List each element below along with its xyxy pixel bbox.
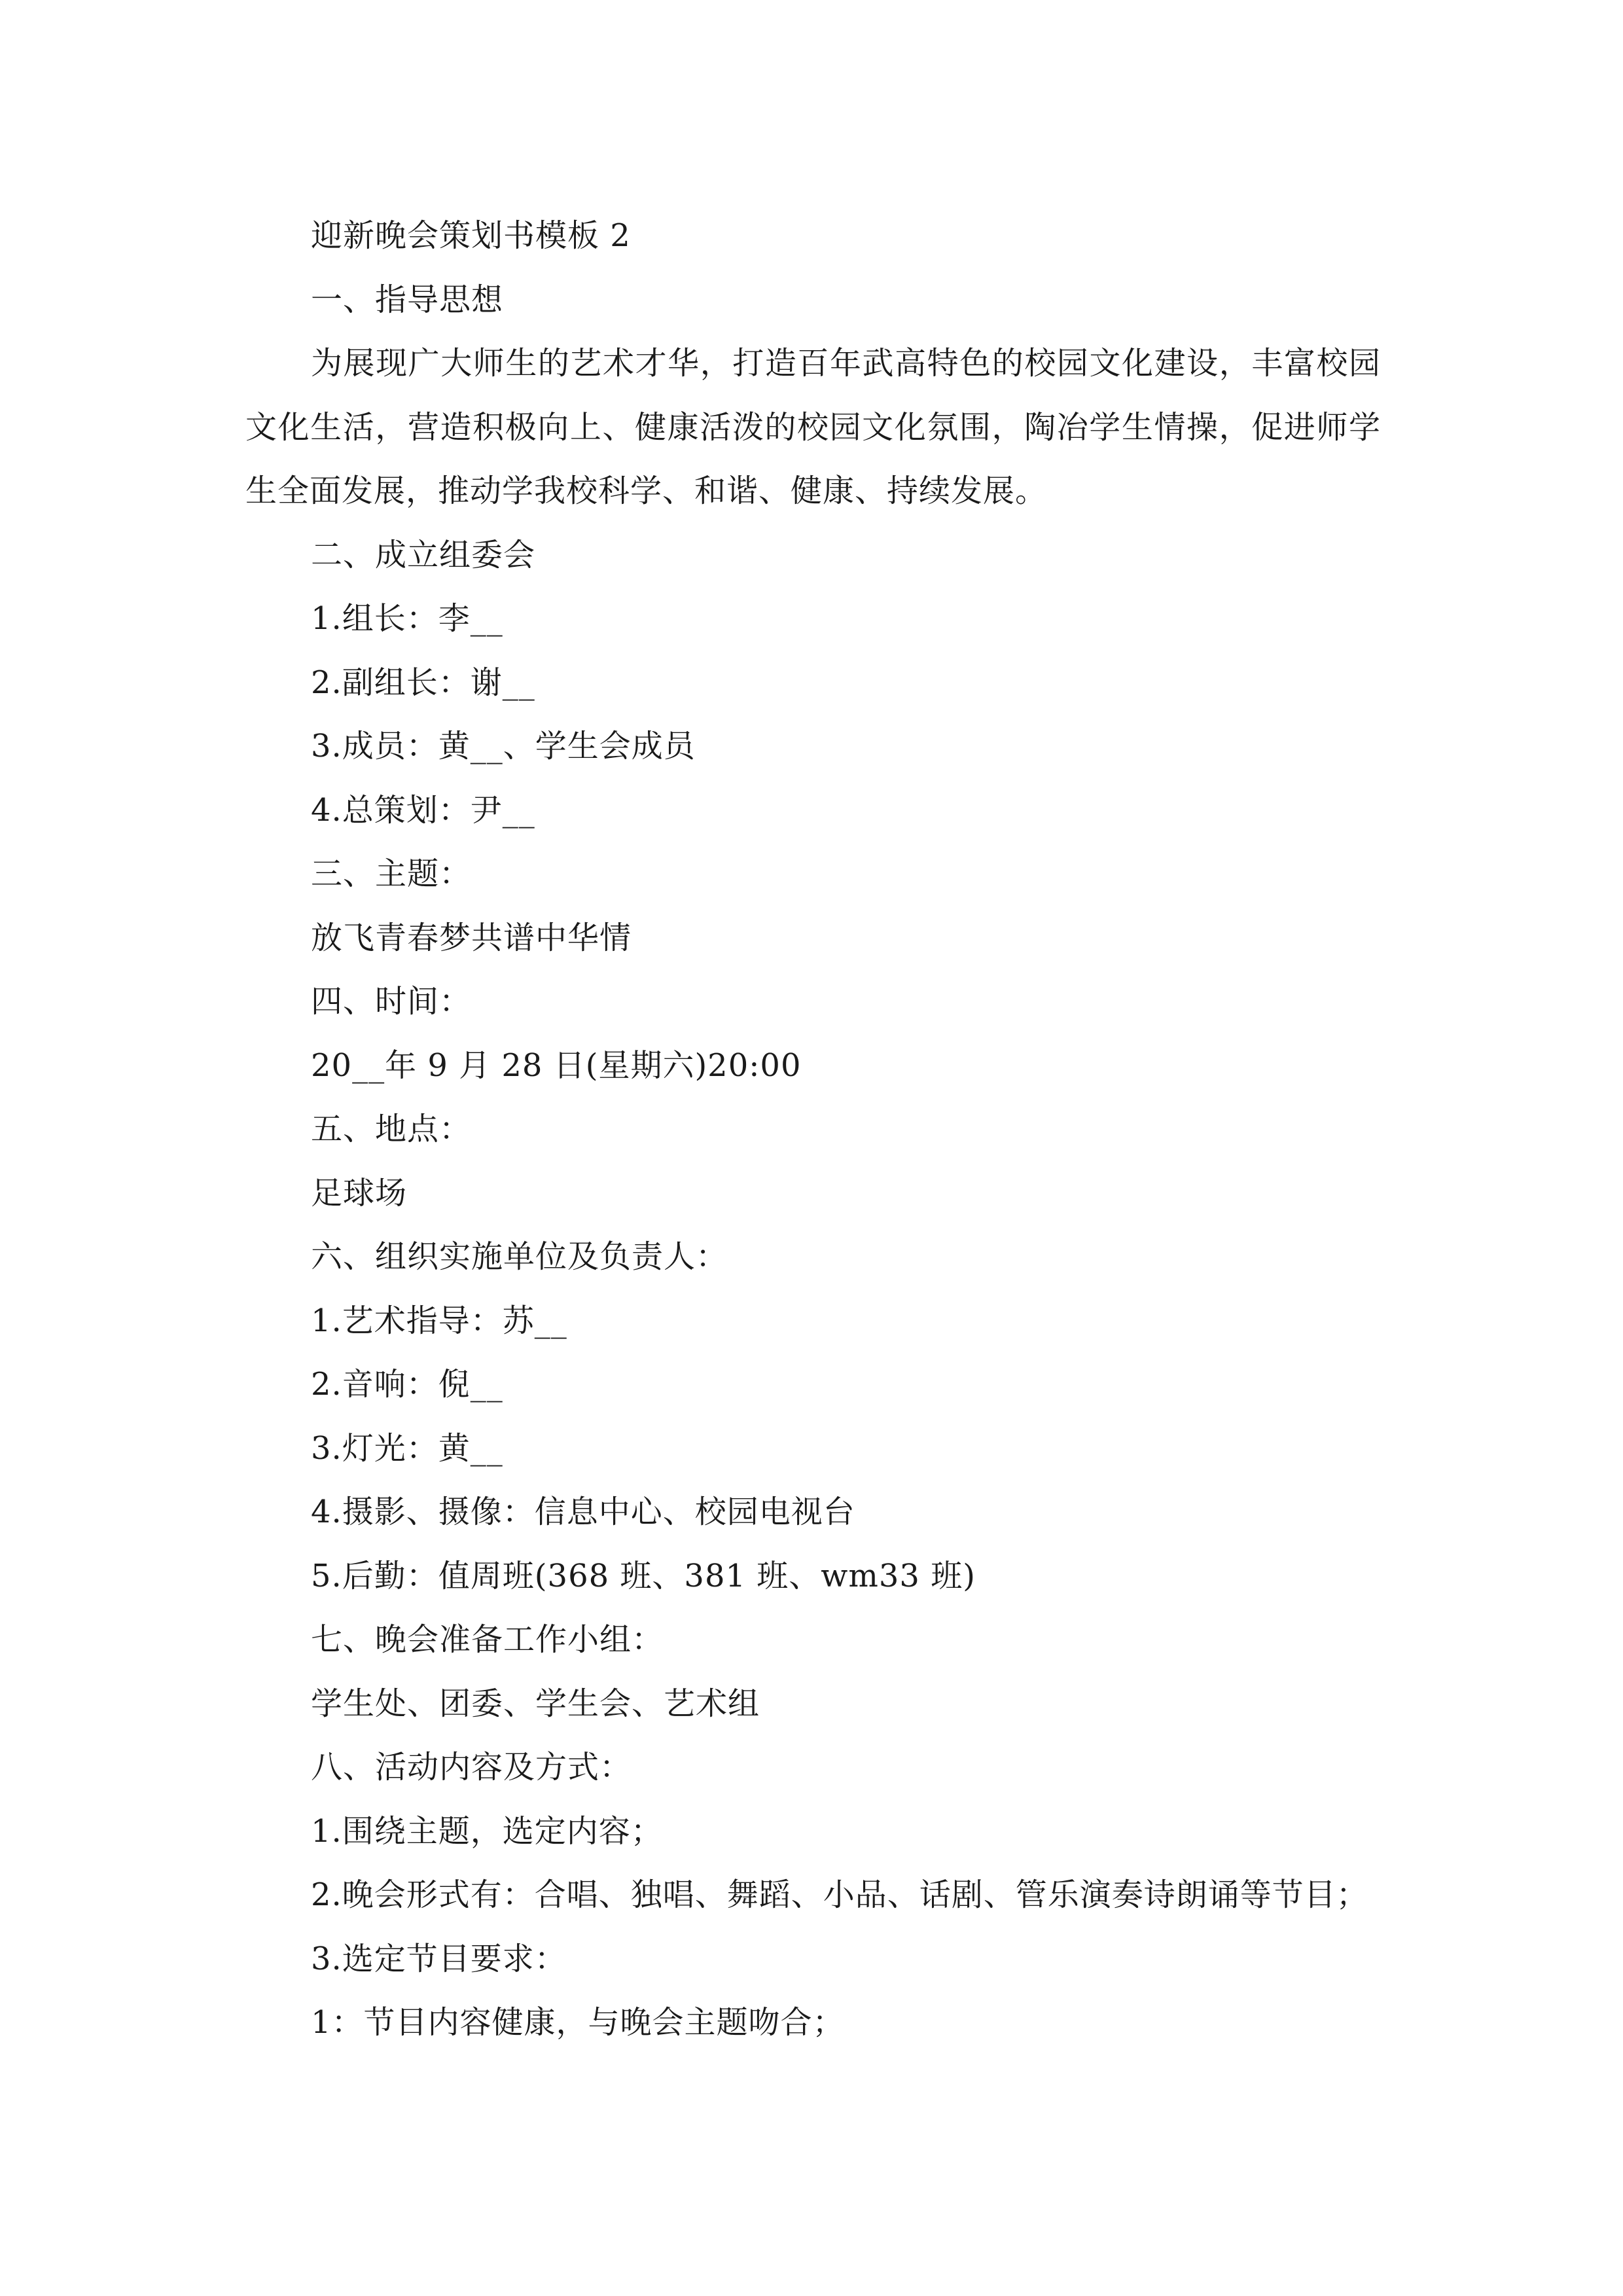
committee-item: 2.副组长：谢__ [311,664,535,701]
committee-item: 4.总策划：尹__ [311,791,535,829]
theme-value: 放飞青春梦共谱中华情 [311,919,632,956]
section-heading-organizers: 六、组织实施单位及负责人： [311,1238,728,1275]
location-value: 足球场 [311,1174,408,1211]
guiding-ideology-paragraph: 为展现广大师生的艺术才华，打造百年武高特色的校园文化建设，丰富校园文化生活，营造积极向上、健康活泼的校园文化氛围，陶冶学生情操，促进师学生全面发展，推动学我校科学、和谐、健康、持续发展。 [245,345,1381,509]
activity-item: 2.晚会形式有：合唱、独唱、舞蹈、小品、话剧、管乐演奏诗朗诵等节目； [311,1876,1368,1913]
prep-group-value: 学生处、团委、学生会、艺术组 [311,1685,760,1722]
document-title: 迎新晚会策划书模板 2 [311,217,631,254]
activity-item: 1：节目内容健康，与晚会主题吻合； [311,2004,845,2041]
organizer-item: 2.音响：倪__ [311,1366,503,1403]
activity-item: 1.围绕主题，选定内容； [311,1812,663,1850]
section-heading-theme: 三、主题： [311,855,472,892]
organizer-item: 5.后勤：值周班(368 班、381 班、wm33 班) [311,1557,976,1594]
committee-item: 3.成员：黄__、学生会成员 [311,728,696,764]
section-heading-time: 四、时间： [311,983,472,1020]
time-value: 20__年 9 月 28 日(星期六)20:00 [311,1047,802,1084]
document-body [245,204,1381,2055]
section-heading-prep-group: 七、晚会准备工作小组： [311,1621,664,1658]
organizer-item: 1.艺术指导：苏__ [311,1302,567,1339]
section-heading-guiding-ideology: 一、指导思想 [311,281,504,318]
committee-item: 1.组长：李__ [311,600,503,637]
section-heading-activities: 八、活动内容及方式： [311,1749,632,1785]
section-heading-location: 五、地点： [311,1111,472,1147]
organizer-item: 4.摄影、摄像：信息中心、校园电视台 [311,1494,855,1530]
section-heading-organizing-committee: 二、成立组委会 [311,536,536,573]
activity-item: 3.选定节目要求： [311,1940,567,1977]
organizer-item: 3.灯光：黄__ [311,1429,503,1467]
